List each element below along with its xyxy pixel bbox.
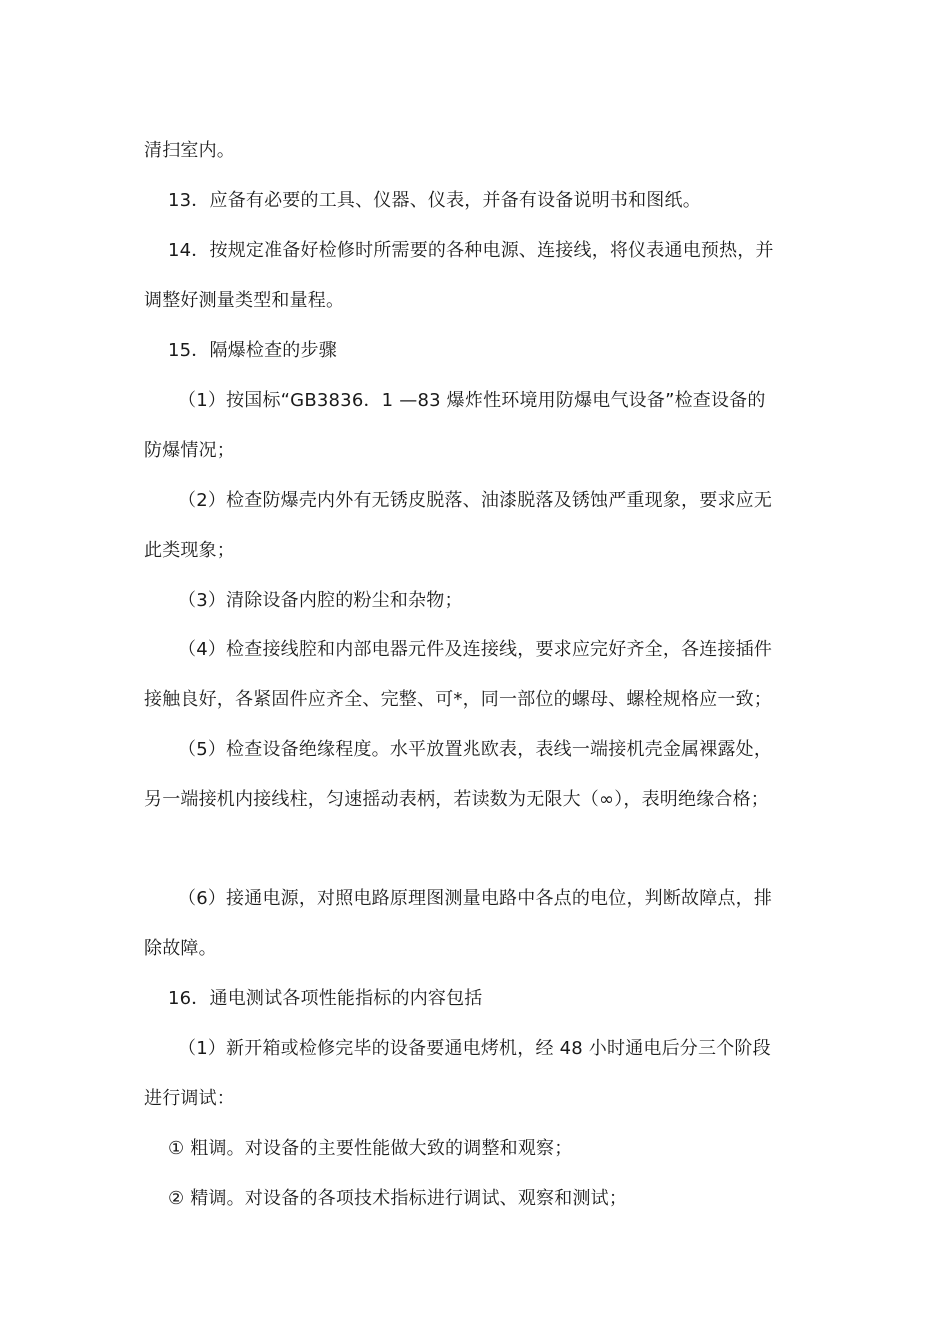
text-line: 防爆情况； (144, 440, 235, 461)
text-line: 进行调试： (144, 1088, 235, 1109)
sub-item-1: （1）按国标“GB3836．1 —83 爆炸性环境用防爆电气设备”检查设备的 (178, 390, 766, 411)
step-fine-tuning: ② 精调。对设备的各项技术指标进行调试、观察和测试； (168, 1188, 628, 1209)
sub-item-16-1: （1）新开箱或检修完毕的设备要通电烤机，经 48 小时通电后分三个阶段 (178, 1038, 771, 1059)
sub-item-3: （3）清除设备内腔的粉尘和杂物； (178, 590, 463, 611)
text-line: 此类现象； (144, 540, 235, 561)
step-rough-tuning: ① 粗调。对设备的主要性能做大致的调整和观察； (168, 1138, 573, 1159)
text-line: 调整好测量类型和量程。 (144, 290, 345, 311)
item-13: 13．应备有必要的工具、仪器、仪表，并备有设备说明书和图纸。 (168, 190, 701, 211)
sub-item-6: （6）接通电源，对照电路原理图测量电路中各点的电位，判断故障点，排 (178, 888, 773, 909)
sub-item-5: （5）检查设备绝缘程度。水平放置兆欧表，表线一端接机壳金属裸露处， (178, 739, 773, 760)
sub-item-4: （4）检查接线腔和内部电器元件及连接线，要求应完好齐全，各连接插件 (178, 639, 773, 660)
text-line: 接触良好，各紧固件应齐全、完整、可*，同一部位的螺母、螺栓规格应一致； (144, 689, 772, 710)
text-line: 清扫室内。 (144, 140, 235, 161)
item-15-heading: 15．隔爆检查的步骤 (168, 340, 337, 361)
sub-item-2: （2）检查防爆壳内外有无锈皮脱落、油漆脱落及锈蚀严重现象，要求应无 (178, 490, 773, 511)
item-16-heading: 16．通电测试各项性能指标的内容包括 (168, 988, 483, 1009)
text-line: 除故障。 (144, 938, 217, 959)
item-14: 14．按规定准备好检修时所需要的各种电源、连接线，将仪表通电预热，并 (168, 240, 774, 261)
text-line: 另一端接机内接线柱，匀速摇动表柄，若读数为无限大（∞），表明绝缘合格； (144, 789, 769, 810)
